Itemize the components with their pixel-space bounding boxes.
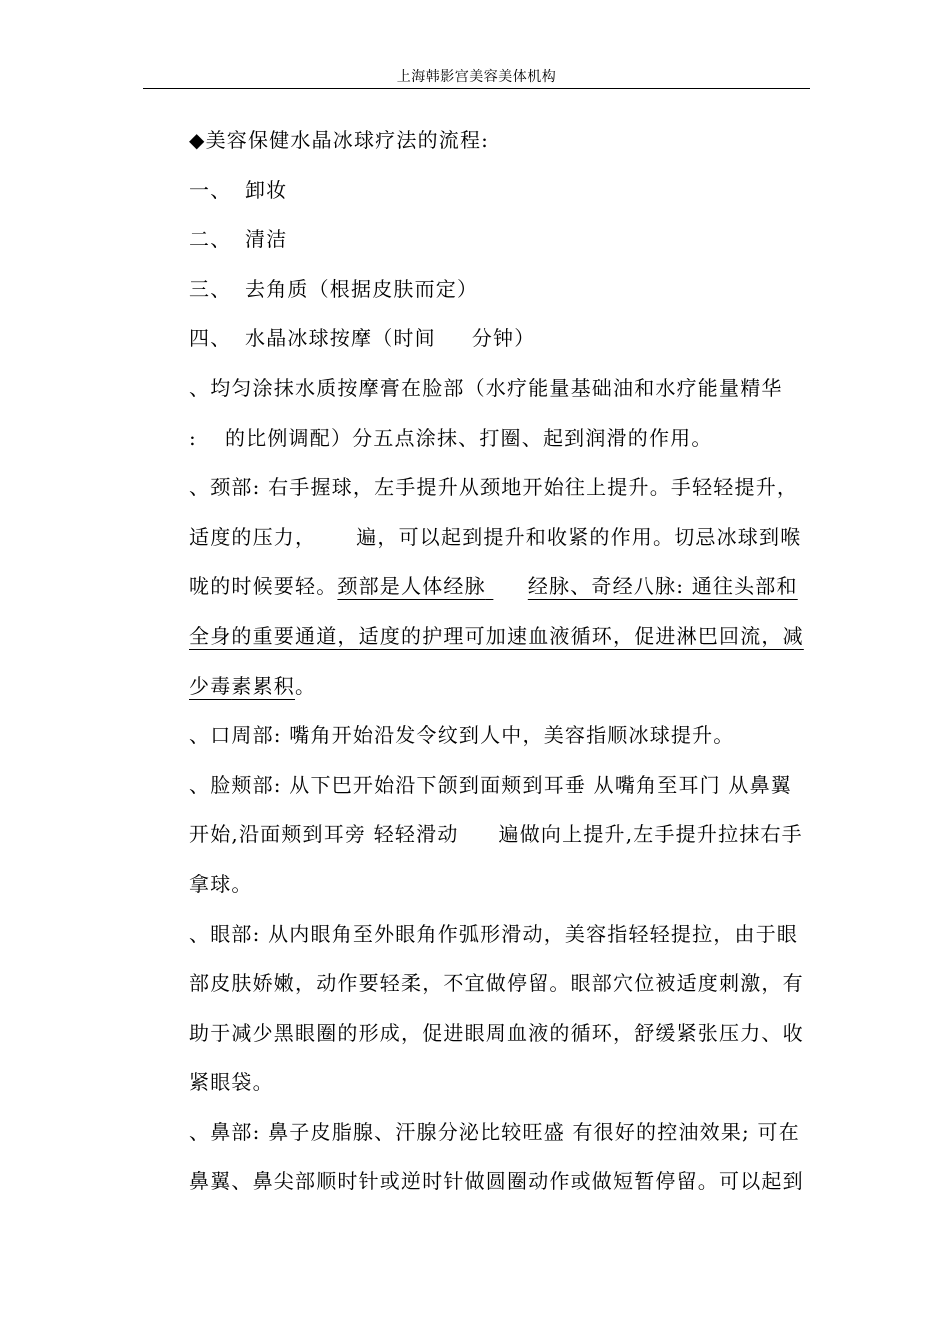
step-text: 去角质（根据皮肤而定） bbox=[245, 276, 479, 301]
step-text: 分钟） bbox=[471, 326, 536, 351]
step-item bbox=[145, 265, 809, 315]
step-item bbox=[145, 215, 809, 265]
underlined-text: 颈部是人体经脉 bbox=[337, 574, 486, 599]
step-number: 三、 bbox=[189, 276, 232, 301]
step-text: 清洁 bbox=[245, 227, 288, 252]
step-number: 四、 bbox=[189, 326, 232, 351]
paragraph-cheek: 、脸颊部: 从下巴开始沿下颌到面颊到耳垂 从嘴角至耳门 从鼻翼开始,沿面颊到耳旁 轻轻滑动 遍做向上提升,左手提升拉抹右手拿球。 bbox=[189, 772, 803, 896]
step-number: 一、 bbox=[189, 177, 232, 202]
step-text: 水晶冰球按摩（时间 bbox=[245, 326, 436, 351]
step-item bbox=[145, 166, 809, 216]
section-heading: ◆美容保健水晶冰球疗法的流程: bbox=[189, 128, 490, 152]
document-body bbox=[145, 116, 809, 1207]
paragraph-neck: 、颈部: 右手握球，左手提升从颈地开始往上提升。手轻轻提升，适度的压力， 遍，可以起到提升和收紧的作用。切忌冰球到喉咙的时候要轻。颈部是人体经脉 经脉、奇经八脉: 通往头部和全身的重要通道，适度的护理可加速血液循环，促进淋巴回流，减少毒素累积。 bbox=[189, 475, 804, 698]
page-header: 上海韩影宫美容美体机构 bbox=[396, 69, 557, 85]
underlined-text: 素累积 bbox=[231, 673, 296, 698]
step-text: 卸妆 bbox=[245, 177, 288, 202]
step-item bbox=[145, 314, 809, 364]
underlined-text: 经脉、奇经八脉: 通往头部和全身的重要通道， bbox=[189, 574, 798, 648]
paragraph-eye: 、眼部: 从内眼角至外眼角作弧形滑动，美容指轻轻提拉，由于眼部皮肤娇嫩，动作要轻柔，不宜做停留。眼部穴位被适度刺激，有助于减少黑眼圈的形成，促进眼周血液的循环，舒缓紧张压力、收紧眼袋。 bbox=[189, 921, 804, 1095]
paragraph-mouth: 、口周部: 嘴角开始沿发令纹到人中，美容指顺冰球提升。 bbox=[189, 723, 735, 748]
paragraph-nose: 、鼻部: 鼻子皮脂腺、汗腺分泌比较旺盛 有很好的控油效果; 可在鼻翼、鼻尖部顺时针或逆时针做圆圈动作或做短暂停留。可以起到 bbox=[189, 1119, 804, 1194]
header-rule bbox=[143, 88, 810, 89]
paragraph-massage-cream: 、均匀涂抹水质按摩膏在脸部（水疗能量基础油和水疗能量精华: 的比例调配）分五点涂抹、打圈、起到润滑的作用。 bbox=[189, 375, 783, 450]
step-number: 二、 bbox=[189, 227, 232, 252]
